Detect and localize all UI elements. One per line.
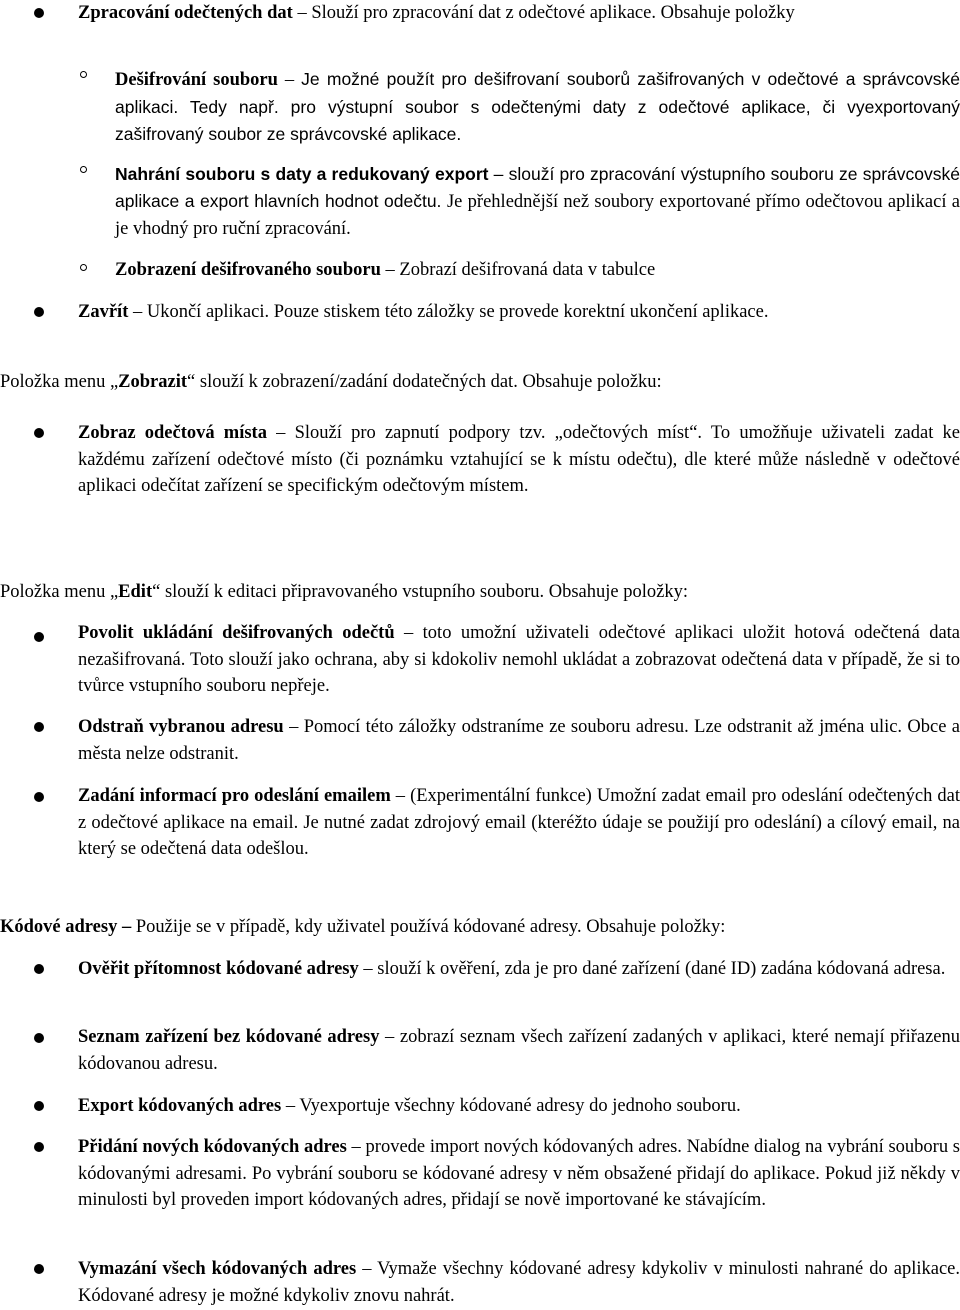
item-term: Zavřít [78, 302, 129, 322]
item-term: Zobrazení dešifrovaného souboru [115, 260, 381, 280]
item-desc: provede import nových kódovaných adres. Nabídne dialog na vybrání souboru s kódovanými adresami. Po vybrání souboru se kódované adresy v něm obsažené přidají do aplikace. Pokud již někdy v minulosti byl proveden import kódovaných adres, přidají se nově importované ke stávajícím. [78, 1137, 960, 1210]
item-term: Zobraz odečtová místa [78, 423, 267, 443]
item-desc: zobrazí seznam všech zařízení zadaných v aplikaci, které nemají přiřazenu kódovanou adresu. [78, 1027, 960, 1074]
list-item-overit: Ověřit přítomnost kódované adresy – slouží k ověření, zda je pro dané zařízení (dané ID) zadána kódovaná adresa. [78, 959, 946, 979]
item-term: Ověřit přítomnost kódované adresy [78, 959, 359, 979]
list-item-vymazani: Vymazání všech kódovaných adres – Vymaže všechny kódované adresy kdykoliv v minulosti nahrané do aplikace. Kódované adresy je možné kdykoliv znovu nahrát. [78, 1259, 960, 1306]
list-item-odstran-adresu: Odstraň vybranou adresu – Pomocí této záložky odstraníme ze souboru adresu. Lze odstranit až jména ulic. Obce a města nelze odstranit. [78, 717, 960, 764]
item-desc: slouží k ověření, zda je pro dané zařízení (dané ID) zadána kódovaná adresa. [377, 959, 946, 979]
bullet-icon [34, 722, 44, 732]
list-item-povolit-ukladani: Povolit ukládání dešifrovaných odečtů – toto umožní uživateli odečtové aplikaci uložit hotová odečtená data nezašifrovaná. Toto slouží jako ochrana, aby si kdokoliv nemohl ukládat a zobrazovat odečtená data v případě, že si to tvůrce vstupního souboru nepřeje. [78, 623, 960, 696]
item-desc: Ukončí aplikaci. Pouze stiskem této záložky se provede korektní ukončení aplikace. [146, 302, 769, 322]
circle-bullet-icon [80, 166, 87, 173]
item-desc: Je možné použít pro dešifrovaní souborů zašifrovaných v odečtové a správcovské aplikaci. Tedy např. pro výstupní soubor s odečtenými daty z odečtové aplikace, či vyexportovaný zašifrovaný soubor ze správcovské aplikace. [115, 69, 960, 144]
item-term: Export kódovaných adres [78, 1096, 282, 1116]
bullet-icon [34, 307, 44, 317]
item-desc: slouží pro zpracování výstupního souboru ze správcovské aplikace a export hlavních hodnot odečtu. [115, 164, 960, 211]
paragraph-menu-edit: Položka menu „Edit“ slouží k editaci připravovaného vstupního souboru. Obsahuje položky: [0, 582, 688, 602]
item-term: Dešifrování souboru [115, 70, 278, 90]
circle-bullet-icon [80, 71, 87, 78]
item-term: Seznam zařízení bez kódované adresy [78, 1027, 380, 1047]
item-term: Odstraň vybranou adresu [78, 717, 284, 737]
bullet-icon [34, 1142, 44, 1152]
item-term: Přidání nových kódovaných adres [78, 1137, 347, 1157]
paragraph-menu-zobrazit: Položka menu „Zobrazit“ slouží k zobrazení/zadání dodatečných dat. Obsahuje položku: [0, 372, 662, 392]
menu-name: Zobrazit [118, 372, 188, 392]
bullet-icon [34, 1033, 44, 1043]
list-item-seznam: Seznam zařízení bez kódované adresy – zobrazí seznam všech zařízení zadaných v aplikaci, které nemají přiřazenu kódovanou adresu. [78, 1027, 960, 1074]
item-desc: Slouží pro zpracování dat z odečtové aplikace. Obsahuje položky [311, 3, 795, 23]
item-desc: Pomocí této záložky odstraníme ze souboru adresu. Lze odstranit až jména ulic. Obce a města nelze odstranit. [78, 717, 960, 764]
list-item-email: Zadání informací pro odeslání emailem – (Experimentální funkce) Umožní zadat email pro odeslání odečtených dat z odečtové aplikace na email. Je nutné zadat zdrojový email (kteréžto údaje se použijí pro odeslání) a cílový email, na který se odečtená data odešlou. [78, 786, 960, 859]
item-desc-2: Je přehlednější než soubory exportované přímo odečtovou aplikací a je vhodný pro ruční zpracování. [115, 191, 960, 239]
list-item-zobraz-mista: Zobraz odečtová místa – Slouží pro zapnutí podpory tzv. „odečtových míst“. To umožňuje uživateli zadat ke každému zařízení odečtové místo (či poznámku vztahující se k místu odečtu), dle které může následně v odečtové aplikaci odečítat zařízení se specifickým odečtovým místem. [78, 423, 960, 496]
sublist-item-decrypt: Dešifrování souboru – Je možné použít pro dešifrovaní souborů zašifrovaných v odečtové a správcovské aplikaci. Tedy např. pro výstupní soubor s odečtenými daty z odečtové aplikace, či vyexportovaný zašifrovaný soubor ze správcovské aplikace. [115, 69, 960, 144]
bullet-icon [34, 8, 44, 18]
bullet-icon [34, 428, 44, 438]
item-desc: (Experimentální funkce) Umožní zadat email pro odeslání odečtených dat z odečtové aplikace na email. Je nutné zadat zdrojový email (kteréžto údaje se použijí pro odeslání) a cílový email, na který se odečtená data odešlou. [78, 786, 960, 859]
item-term: Zpracování odečtených dat [78, 3, 293, 23]
sublist-item-upload: Nahrání souboru s daty a redukovaný export – slouží pro zpracování výstupního souboru ze správcovské aplikace a export hlavních hodnot odečtu. Je přehlednější než soubory exportované přímo odečtovou aplikací a je vhodný pro ruční zpracování. [115, 164, 960, 239]
item-term: Zadání informací pro odeslání emailem [78, 786, 391, 806]
sublist-item-show: Zobrazení dešifrovaného souboru – Zobrazí dešifrovaná data v tabulce [115, 260, 656, 280]
bullet-icon [34, 1264, 44, 1274]
circle-bullet-icon [80, 264, 87, 271]
list-item-pridani: Přidání nových kódovaných adres – provede import nových kódovaných adres. Nabídne dialog na vybrání souboru s kódovanými adresami. Po vybrání souboru se kódované adresy v něm obsažené přidají do aplikace. Pokud již někdy v minulosti byl proveden import kódovaných adres, přidají se nově importované ke stávajícím. [78, 1137, 960, 1210]
item-desc: Vyexportuje všechny kódované adresy do jednoho souboru. [299, 1096, 741, 1116]
item-term: Nahrání souboru s daty a redukovaný export [115, 164, 489, 184]
item-term: Povolit ukládání dešifrovaných odečtů [78, 623, 395, 643]
item-desc: Vymaže všechny kódované adresy kdykoliv v minulosti nahrané do aplikace. Kódované adresy je možné kdykoliv znovu nahrát. [78, 1259, 960, 1306]
list-item-close: Zavřít – Ukončí aplikaci. Pouze stiskem této záložky se provede korektní ukončení aplikace. [78, 302, 769, 322]
bullet-icon [34, 632, 44, 642]
paragraph-kodove-adresy: Kódové adresy – Použije se v případě, kdy uživatel používá kódované adresy. Obsahuje položky: [0, 917, 726, 937]
item-term: Vymazání všech kódovaných adres [78, 1259, 357, 1279]
section-name: Kódové adresy [0, 917, 118, 937]
bullet-icon [34, 792, 44, 802]
list-item-process-data: Zpracování odečtených dat – Slouží pro zpracování dat z odečtové aplikace. Obsahuje položky [78, 3, 795, 23]
item-desc: toto umožní uživateli odečtové aplikaci uložit hotová odečtená data nezašifrovaná. Toto slouží jako ochrana, aby si kdokoliv nemohl ukládat a zobrazovat odečtená data v případě, že si to tvůrce vstupního souboru nepřeje. [78, 623, 960, 696]
menu-name: Edit [118, 582, 153, 602]
item-desc: Zobrazí dešifrovaná data v tabulce [399, 260, 656, 280]
bullet-icon [34, 1101, 44, 1111]
item-desc: Slouží pro zapnutí podpory tzv. „odečtových míst“. To umožňuje uživateli zadat ke každému zařízení odečtové místo (či poznámku vztahující se k místu odečtu), dle které může následně v odečtové aplikaci odečítat zařízení se specifickým odečtovým místem. [78, 423, 960, 496]
list-item-export: Export kódovaných adres – Vyexportuje všechny kódované adresy do jednoho souboru. [78, 1096, 741, 1116]
bullet-icon [34, 964, 44, 974]
